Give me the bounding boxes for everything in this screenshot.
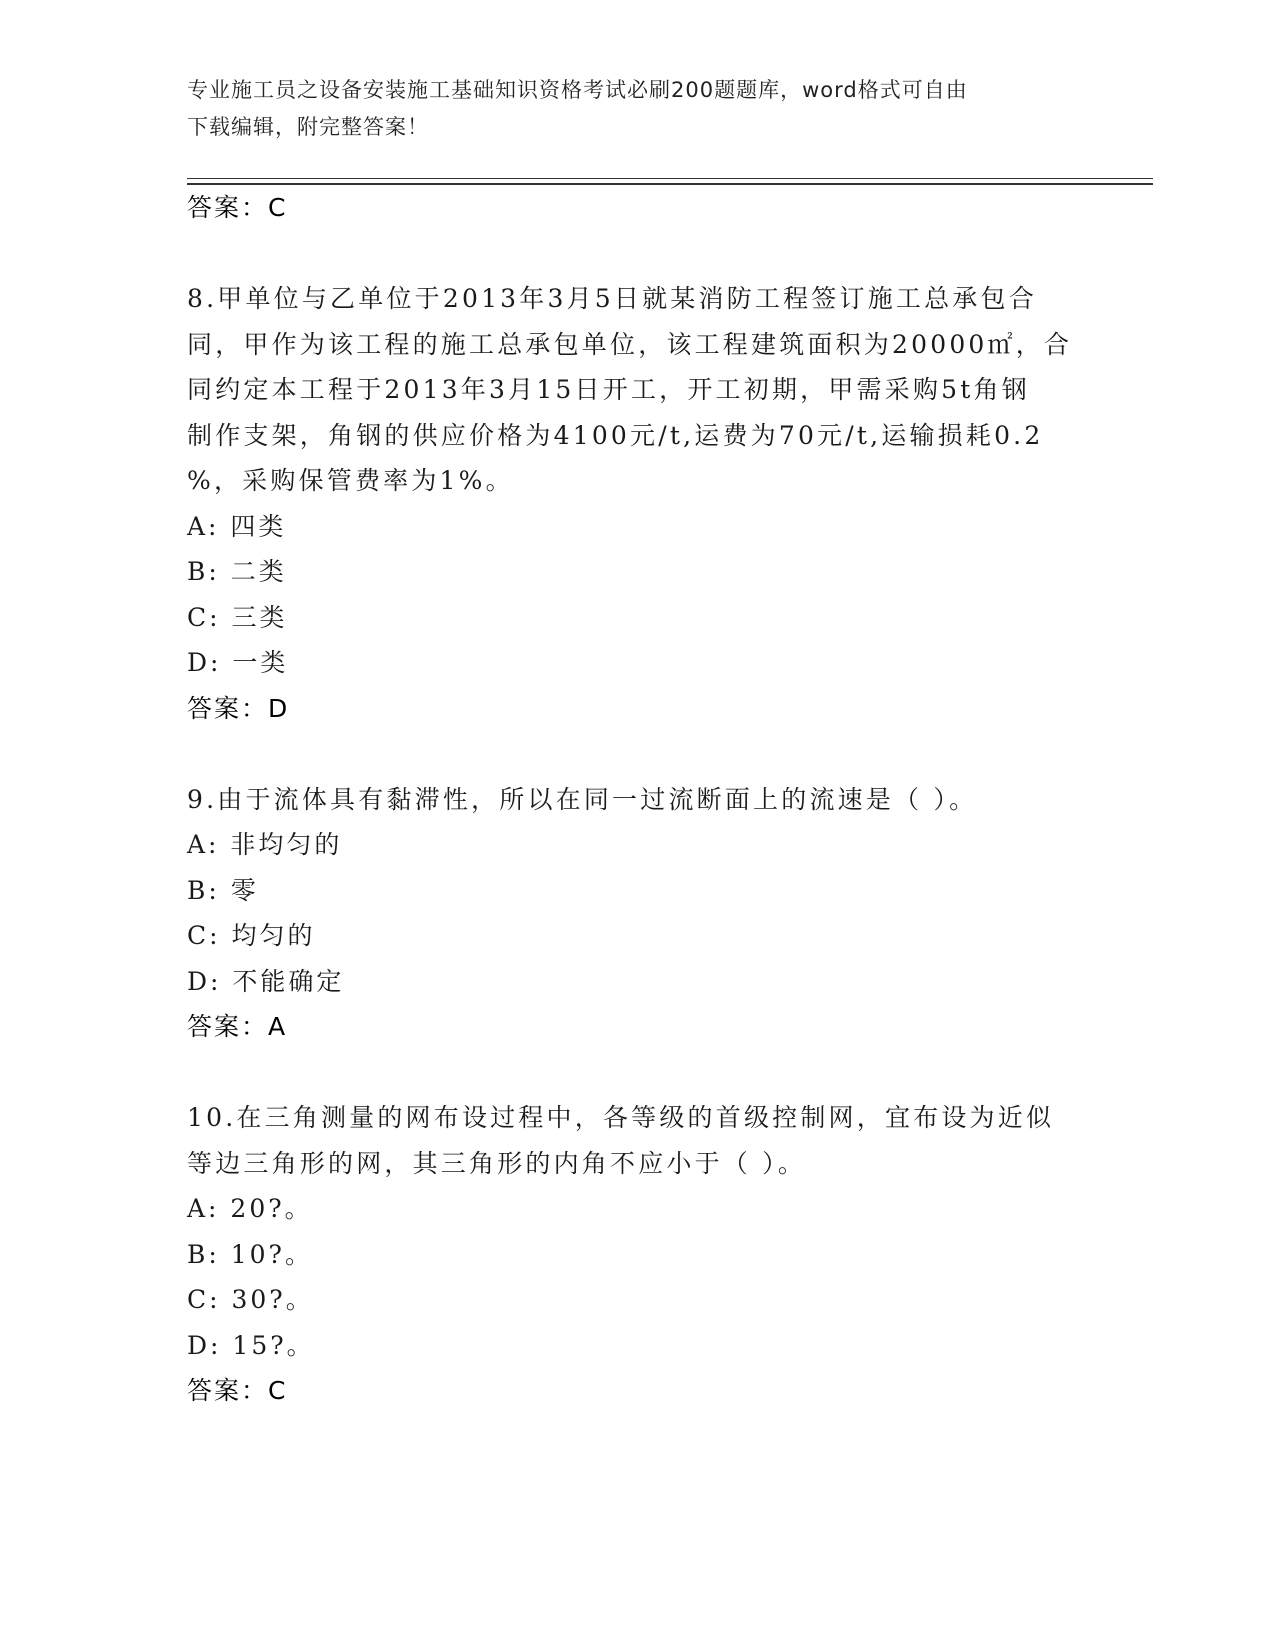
option-d: D: 15?。 xyxy=(187,1330,315,1360)
option-a: A: 非均匀的 xyxy=(187,830,343,859)
spacer xyxy=(187,231,1087,277)
option-d: D: 不能确定 xyxy=(187,966,345,996)
option-a: A: 20?。 xyxy=(187,1194,313,1223)
option-b: B: 10?。 xyxy=(187,1239,313,1269)
header-rule-thin xyxy=(187,178,1153,179)
answer-line: 答案：A xyxy=(187,1012,288,1041)
option-b: B: 二类 xyxy=(187,557,287,586)
question-stem xyxy=(187,777,1087,823)
answer-line: 答案：D xyxy=(187,693,290,723)
option-a: A: 四类 xyxy=(187,511,287,541)
option-c: C: 30?。 xyxy=(187,1285,314,1314)
stem-line: 制作支架，角钢的供应价格为4100元/t,运费为70元/t,运输损耗0.2 xyxy=(187,420,1044,450)
option-b: B: 零 xyxy=(187,875,259,905)
stem-line: 8.甲单位与乙单位于2013年3月5日就某消防工程签订施工总承包合 xyxy=(187,284,1037,313)
header-line-1: 专业施工员之设备安装施工基础知识资格考试必刷200题题库，word格式可自由 xyxy=(187,78,968,102)
option-d: D: 一类 xyxy=(187,648,289,677)
stem-line: 同，甲作为该工程的施工总承包单位，该工程建筑面积为20000㎡，合 xyxy=(187,329,1073,359)
question-10 xyxy=(187,1095,1087,1414)
option-c: C: 三类 xyxy=(187,602,288,632)
answer-line: 答案：C xyxy=(187,1376,288,1405)
option-c: C: 均匀的 xyxy=(187,921,316,950)
stem-line: %，采购保管费率为1%。 xyxy=(187,466,514,495)
question-9 xyxy=(187,777,1087,1050)
stem-line: 等边三角形的网，其三角形的内角不应小于（ ）。 xyxy=(187,1148,807,1178)
document-body xyxy=(187,185,1087,1414)
stem-line: 同约定本工程于2013年3月15日开工，开工初期，甲需采购5t角钢 xyxy=(187,375,1030,404)
stem-line: 10.在三角测量的网布设过程中，各等级的首级控制网，宜布设为近似 xyxy=(187,1103,1055,1132)
spacer xyxy=(187,731,1087,777)
question-8 xyxy=(187,276,1087,731)
spacer xyxy=(187,1050,1087,1096)
question-stem xyxy=(187,1095,1087,1186)
page-header xyxy=(187,72,1067,146)
stem-line: 9.由于流体具有黏滞性，所以在同一过流断面上的流速是（ ）。 xyxy=(187,784,978,814)
header-line-2: 下载编辑，附完整答案！ xyxy=(187,115,429,139)
previous-answer: 答案：C xyxy=(187,193,288,222)
question-stem xyxy=(187,276,1087,504)
